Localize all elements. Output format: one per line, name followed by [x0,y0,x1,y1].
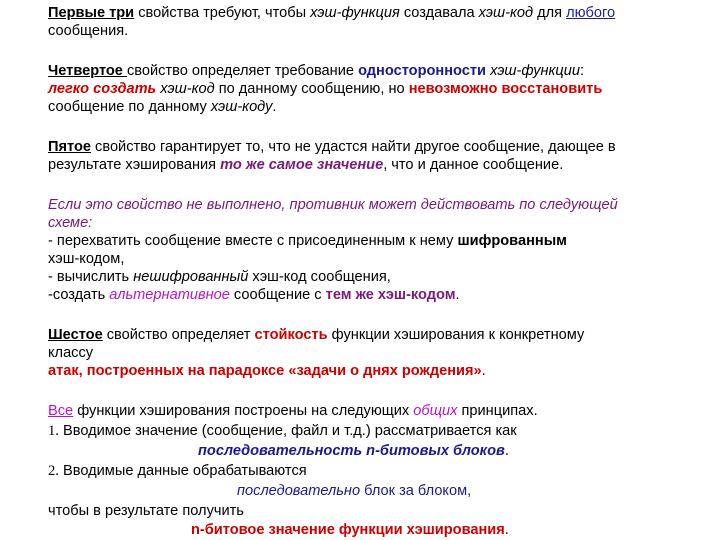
p1-line-2: сообщения. [48,23,129,39]
text: - перехватить сообщение вместе с присоединенным к нему [48,233,458,249]
list-number-1: 1. [48,423,59,439]
word-any: любого [566,5,616,21]
text: блок за блоком, [360,483,472,499]
text: свойства требуют, чтобы [134,5,311,21]
term-hash-function: хэш-функция [310,5,400,21]
text: функции хэширования к конкретному [327,327,585,343]
p6-line-1 [48,402,538,420]
phrase-fifth: Пятое [48,139,91,155]
p4-line-1: Если это свойство не выполнено, противник может действовать по следующей [48,197,618,213]
text: -создать [48,287,110,303]
p6-line-6: чтобы в результате получить [48,503,244,519]
p6-line-5 [237,482,471,500]
p1-line-1 [48,4,615,22]
phrase-sixth: Шестое [48,327,103,343]
text: , что и данное сообщение. [383,157,564,173]
text: сообщение с [229,287,326,303]
p4-line-3 [48,232,567,250]
text: по данному сообщению, но [214,81,409,97]
word-alternative: альтернативное [109,287,230,303]
phrase-fourth: Четвертое [48,63,127,79]
p4-line-2: схеме: [48,215,93,231]
text: результате хэширования [48,157,221,173]
p5-line-1 [48,326,584,344]
term-hash-code: хэш-код [478,5,534,21]
list-number-2: 2. [48,463,59,479]
p6-line-7 [191,521,509,539]
p4-line-6 [48,286,460,304]
word-all: Все [48,403,74,419]
text: свойство гарантирует то, что не удастся найти другое сообщение, дающее в [91,139,616,155]
text: создавала [399,5,479,21]
text: принципах. [457,403,538,419]
text: свойство определяет [102,327,255,343]
term-one-wayness: односторонности [358,63,486,79]
phrase-sequence-of-blocks: последовательность n-битовых блоков [198,443,505,459]
text: . [481,363,486,379]
text: хэш-код сообщения, [248,269,391,285]
text: . [504,443,509,459]
word-resistance: стойкость [254,327,328,343]
p2-line-3 [48,98,276,116]
text: . [272,99,277,115]
p5-line-3 [48,362,486,380]
term-hash-code: хэш-коду [210,99,273,115]
phrase-easy-to-create: легко создать [48,81,157,97]
text: сообщение по данному [48,99,211,115]
text: : [580,63,585,79]
word-common: общих [413,403,458,419]
text: - вычислить [48,269,134,285]
phrase-birthday-attacks: атак, построенных на парадоксе «задачи о днях рождения» [48,363,482,379]
text: для [533,5,567,21]
phrase-first-three: Первые три [48,5,135,21]
p6-line-2 [48,422,517,440]
text: свойство определяет требование [126,63,359,79]
text: . [455,287,460,303]
p4-line-4: хэш-кодом, [48,251,125,267]
term-hash-code: хэш-код [160,81,215,97]
p2-line-2 [48,80,602,98]
p2-line-1 [48,62,584,80]
phrase-n-bit-value: n-битовое значение функции хэширования [191,522,505,538]
p3-line-2 [48,156,563,174]
p5-line-2: классу [48,345,94,361]
text: Вводимые данные обрабатываются [58,463,307,479]
word-encrypted: шифрованным [457,233,567,249]
p6-line-3 [198,442,509,460]
word-sequentially: последовательно [237,483,361,499]
text: . [504,522,509,538]
phrase-same-hash-code: тем же хэш-кодом [325,287,456,303]
p3-line-1 [48,138,616,156]
term-hash-function: хэш-функции [490,63,581,79]
text: функции хэширования построены на следующих [73,403,414,419]
text: Вводимое значение (сообщение, файл и т.д.) рассматривается как [58,423,517,439]
phrase-same-value: то же самое значение [220,157,384,173]
word-unencrypted: нешифрованный [133,269,249,285]
p6-line-4 [48,462,307,480]
p4-line-5 [48,268,391,286]
phrase-impossible-restore: невозможно восстановить [408,81,603,97]
